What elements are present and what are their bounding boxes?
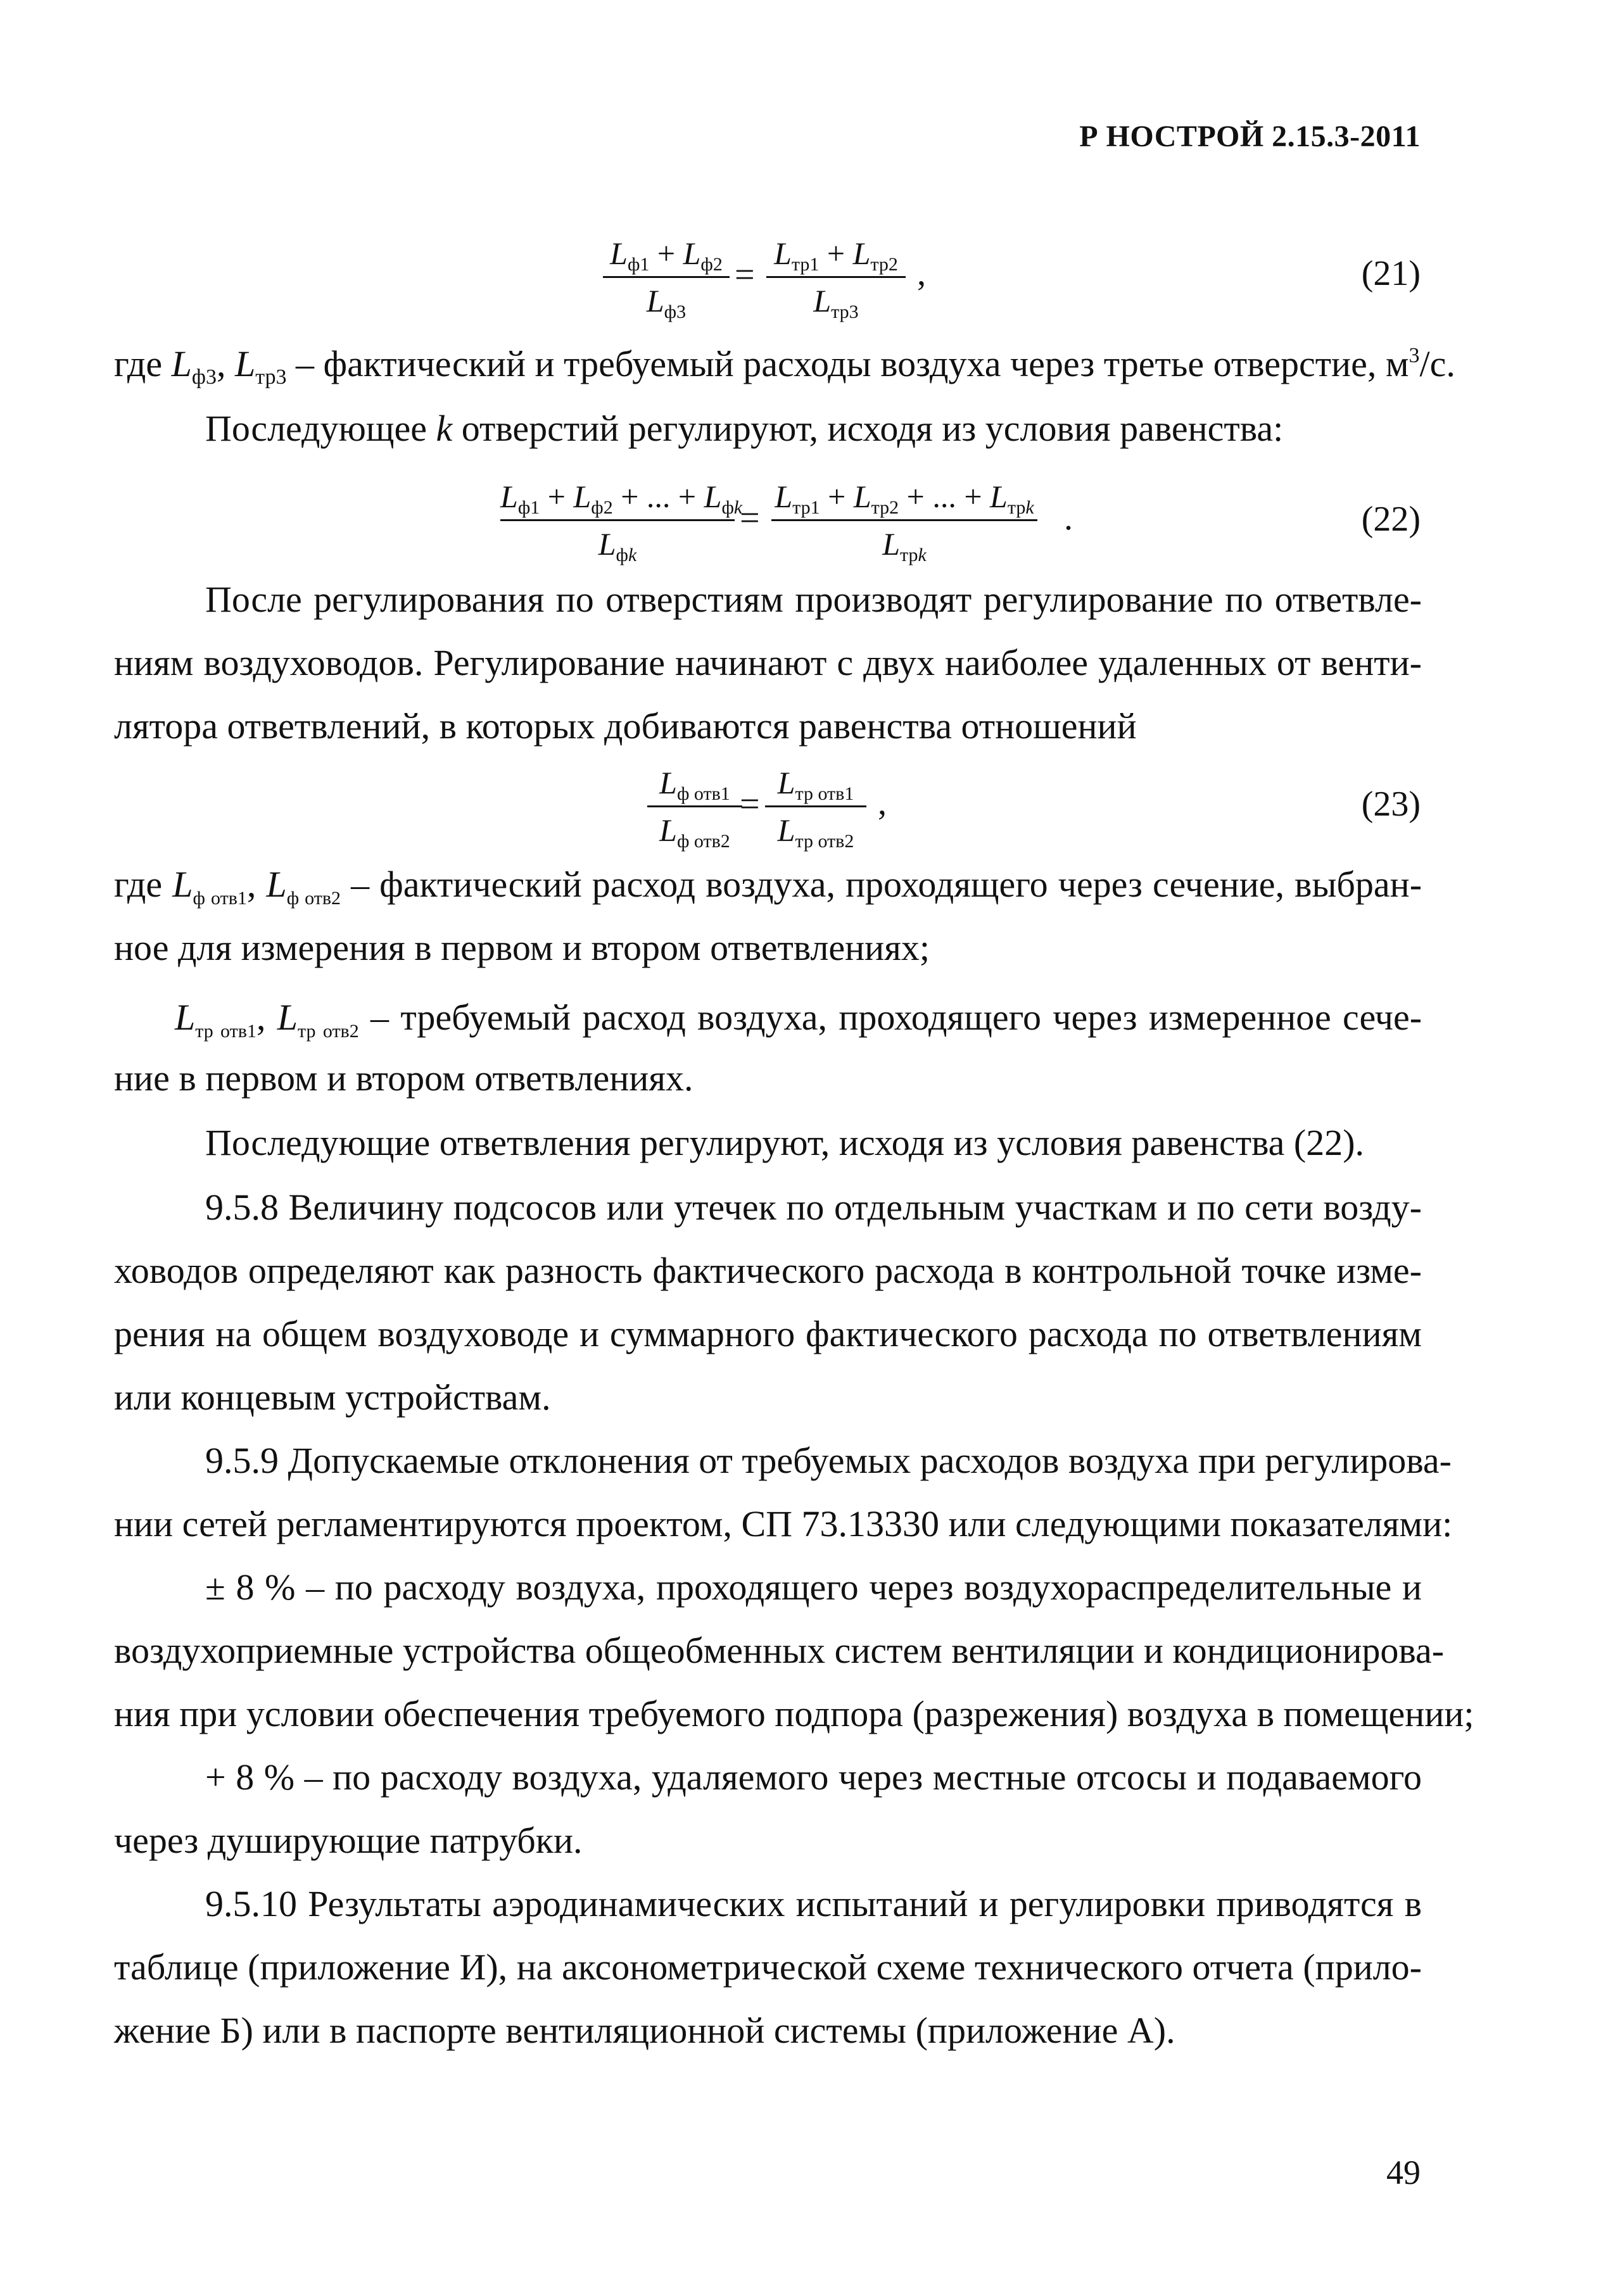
eq21-rhs-denominator: $L_{тр3}$	[813, 283, 859, 322]
eq21-rhs-numerator: $L_{тр1} + L_{тр2}$	[774, 236, 898, 275]
eq22-lhs-denominator: $L_{фk}$	[598, 526, 637, 565]
paragraph-9-5-8-line-2: ховодов определяют как разность фактического расхода в контрольной точке изме-	[114, 1250, 1422, 1291]
paragraph-9-5-10-line-3: жение Б) или в паспорте вентиляционной системы (приложение А).	[114, 2010, 1175, 2051]
eq22-lhs-numerator: $L_{ф1} + L_{ф2}$ + ... + $L_{фk}$	[500, 479, 743, 518]
eq23-punctuation: ,	[878, 783, 887, 823]
paragraph-after-regulation-line-3: лятора ответвлений, в которых добиваются равенства отношений	[114, 705, 1137, 747]
fraction-bar	[603, 276, 730, 278]
eq23-rhs-fraction	[765, 762, 866, 850]
fraction-bar	[500, 519, 735, 521]
page-number: 49	[1386, 2154, 1421, 2192]
paragraph-9-5-10-line-1: 9.5.10 Результаты аэродинамических испытаний и регулировки приводятся в	[205, 1883, 1422, 1924]
tolerance-p8-line-1: + 8 % – по расходу воздуха, удаляемого через местные отсосы и подаваемого	[205, 1757, 1422, 1798]
where-line-3-continuation: ние в первом и втором ответвлениях.	[114, 1057, 693, 1099]
paragraph-9-5-8-line-1: 9.5.8 Величину подсосов или утечек по отдельным участкам и по сети возду-	[205, 1187, 1422, 1228]
equals-sign: =	[735, 255, 755, 294]
tolerance-pm8-line-3: ния при условии обеспечения требуемого подпора (разрежения) воздуха в помещении;	[114, 1693, 1474, 1734]
paragraph-9-5-10-line-2: таблице (приложение И), на аксонометрической схеме технического отчета (прило-	[114, 1946, 1422, 1988]
paragraph-9-5-9-line-1: 9.5.9 Допускаемые отклонения от требуемых расходов воздуха при регулирова-	[205, 1440, 1452, 1481]
equals-sign: =	[740, 498, 760, 538]
eq23-rhs-denominator: $L_{тр отв2}$	[777, 812, 854, 852]
eq21-lhs-fraction	[603, 233, 730, 321]
eq22-punctuation: .	[1064, 498, 1073, 538]
eq22-rhs-numerator: $L_{тр1} + L_{тр2}$ + ... + $L_{трk}$	[775, 479, 1034, 518]
where-line-2: где $L_{ф отв1}$, $L_{ф отв2}$ – фактический расход воздуха, проходящего через сечение, выбран-	[114, 864, 1422, 909]
next-holes-line: Последующее k отверстий регулируют, исходя из условия равенства:	[205, 408, 1284, 449]
where-line-2-continuation: ное для измерения в первом и втором ответвлениях;	[114, 927, 930, 968]
fraction-bar	[765, 805, 866, 807]
fraction-bar	[771, 519, 1037, 521]
eq21-punctuation: ,	[917, 254, 926, 293]
paragraph-9-5-8-line-3: рения на общем воздуховоде и суммарного фактического расхода по ответвлениям	[114, 1313, 1422, 1354]
where-line-1: где $L_{ф3}$, $L_{тр3}$ – фактический и требуемый расходы воздуха через третье отверстие, $м^3/с$.	[114, 343, 1455, 389]
eq21-rhs-fraction	[766, 233, 906, 321]
eq23-number: (23)	[1361, 785, 1421, 824]
tolerance-p8-line-2: через душирующие патрубки.	[114, 1820, 583, 1861]
tolerance-pm8-line-1: ± 8 % – по расходу воздуха, проходящего через воздухораспределительные и	[205, 1567, 1422, 1608]
eq21-lhs-numerator: $L_{ф1} + L_{ф2}$	[610, 236, 723, 275]
paragraph-9-5-8-line-4: или концевым устройствам.	[114, 1377, 551, 1418]
fraction-bar	[647, 805, 742, 807]
eq22-lhs-fraction	[500, 476, 743, 565]
fraction-bar	[766, 276, 906, 278]
eq21-number: (21)	[1361, 254, 1421, 293]
eq23-lhs-fraction	[647, 762, 742, 850]
eq22-number: (22)	[1361, 500, 1421, 539]
next-branches-line: Последующие ответвления регулируют, исходя из условия равенства (22).	[205, 1122, 1365, 1163]
eq23-lhs-numerator: $L_{ф отв1}$	[659, 765, 730, 804]
paragraph-9-5-9-line-2: нии сетей регламентируются проектом, СП 73.13330 или следующими показателями:	[114, 1503, 1453, 1544]
paragraph-after-regulation-line-1: После регулирования по отверстиям производят регулирование по ответвле-	[205, 579, 1422, 620]
tolerance-pm8-line-2: воздухоприемные устройства общеобменных систем вентиляции и кондиционирова-	[114, 1630, 1445, 1671]
eq22-rhs-fraction	[771, 476, 1037, 564]
eq22-rhs-denominator: $L_{трk}$	[882, 526, 927, 565]
equals-sign: =	[740, 785, 760, 824]
document-header: Р НОСТРОЙ 2.15.3-2011	[1079, 120, 1421, 153]
eq23-lhs-denominator: $L_{ф отв2}$	[659, 812, 730, 852]
eq23-rhs-numerator: $L_{тр отв1}$	[777, 765, 854, 804]
paragraph-after-regulation-line-2: ниям воздуховодов. Регулирование начинают с двух наиболее удаленных от венти-	[114, 642, 1422, 683]
where-line-3: $L_{тр отв1}$, $L_{тр отв2}$ – требуемый расход воздуха, проходящего через измеренное сече-	[175, 997, 1422, 1042]
eq21-lhs-denominator: $L_{ф3}$	[646, 283, 687, 322]
